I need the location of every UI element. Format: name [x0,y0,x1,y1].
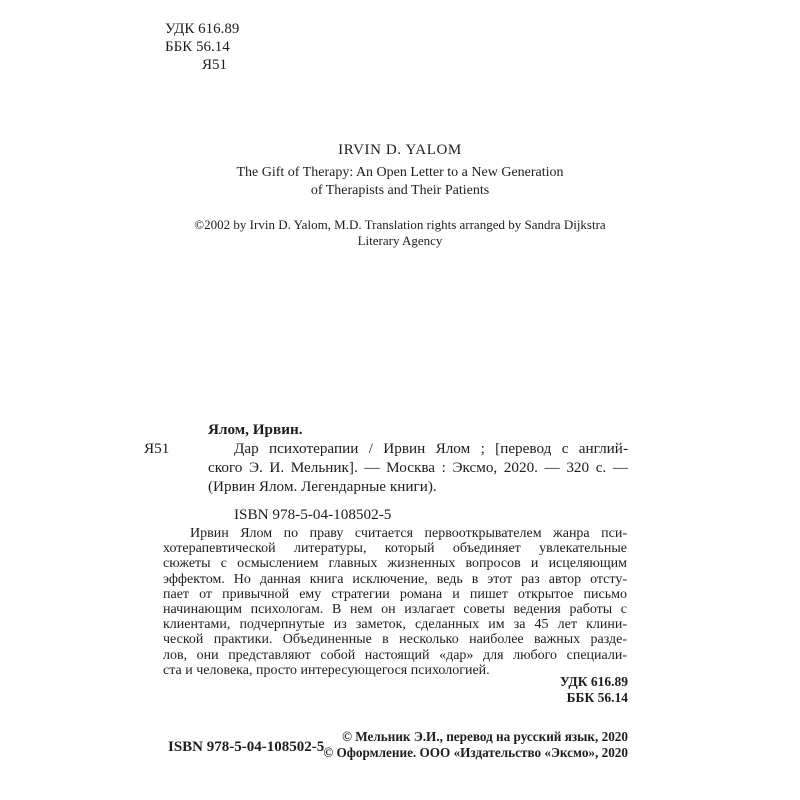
card-isbn: ISBN 978-5-04-108502-5 [234,506,392,523]
rights-line-2: Literary Agency [357,233,443,248]
annotation-line: хотерапевтической литературы, который объединяет увлекательные [163,541,627,557]
annotation-line: Ирвин Ялом по праву считается первооткрывателем жанра пси- [190,526,627,541]
udc-code-bottom: УДК 616.89 [559,674,628,689]
footer-isbn: ISBN 978-5-04-108502-5 [168,739,325,755]
udc-code: УДК 616.89 [165,21,240,37]
annotation-line: клиентами, подчерпнутые из заметок, сделанных им за 45 лет клини- [163,617,627,633]
original-title-block [155,142,645,249]
annotation-line: пает от привычной ему стратегии романа и пишет открытое письмо [163,586,627,602]
rights-notice [155,217,645,249]
card-author-sign: Я51 [144,440,170,457]
original-title-line-1: The Gift of Therapy: An Open Letter to a New Generation [236,165,564,180]
annotation-line: начинающим психологам. В нем он излагает советы ведения работы с [163,602,627,618]
bottom-catalog-codes [560,674,628,705]
annotation-line: сюжеты с осмыслением главных жизненных вопросов и исцеляющим [163,556,627,572]
copyright-translation: © Мельник Э.И., перевод на русский язык, 2020 [342,729,628,744]
card-entry-line-1: Дар психотерапии / Ирвин Ялом ; [перевод с англий- [234,440,628,457]
card-entry-line-2: ского Э. И. Мельник]. — Москва : Эксмо, 2020. — 320 с. — [208,459,628,476]
bbk-code-bottom: ББК 56.14 [566,689,628,705]
annotation-paragraph [163,526,627,678]
copyright-design: © Оформление. ООО «Издательство «Эксмо», 2020 [323,744,628,760]
annotation-line: эффектом. Но данная книга исключение, ведь в этот раз автор отсту- [163,571,627,587]
annotation-line: ста и человека, просто интересующегося психологией. [163,662,490,678]
original-title [155,164,645,200]
card-entry-line-3: (Ирвин Ялом. Легендарные книги). [208,478,437,495]
card-author-heading: Ялом, Ирвин. [208,421,303,438]
author-sign: Я51 [202,57,228,73]
footer-copyrights [323,729,628,760]
original-title-line-2: of Therapists and Their Patients [310,183,490,198]
catalog-card [144,420,628,524]
original-author: IRVIN D. YALOM [338,142,462,158]
top-catalog-codes [165,20,239,74]
annotation-line: ческой практики. Объединенные в несколько наиболее важных разде- [163,632,627,648]
annotation-line: лов, они представляют собой настоящий «дар» для любого специали- [163,647,627,663]
bbk-code: ББК 56.14 [165,39,230,55]
rights-line-1: ©2002 by Irvin D. Yalom, M.D. Translation rights arranged by Sandra Dijkstra [194,217,606,232]
